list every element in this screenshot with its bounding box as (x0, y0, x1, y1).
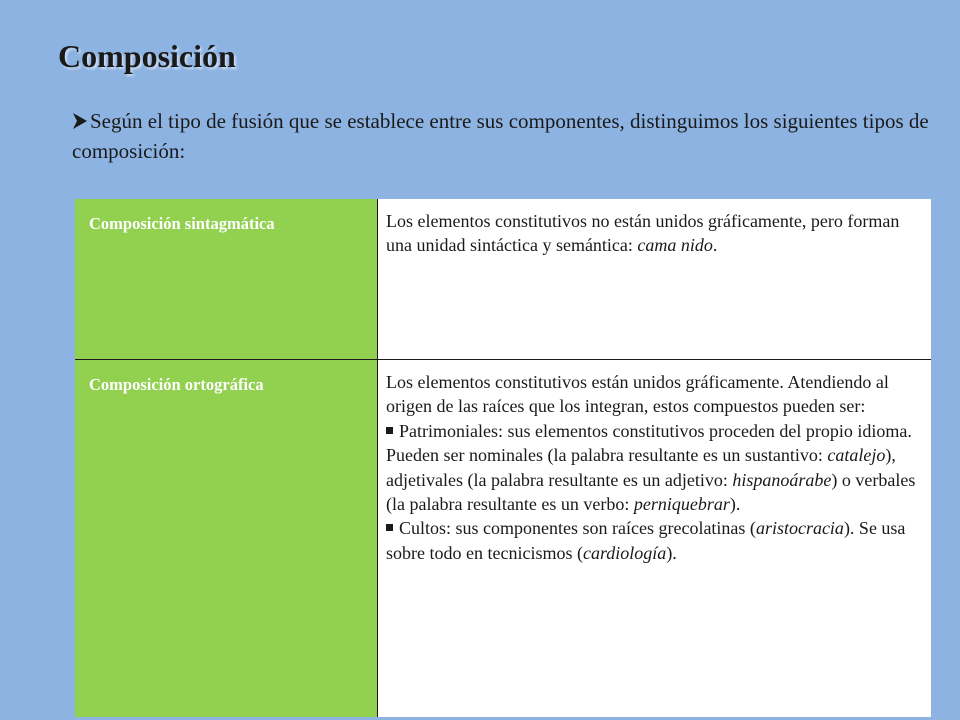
description-part: ). (666, 542, 677, 563)
square-bullet-icon (386, 427, 393, 434)
composition-table (75, 199, 931, 717)
table-row (75, 199, 931, 360)
description-part: ). Se usa sobre todo en tecnicismos ( (386, 518, 906, 563)
description-part: . (712, 235, 718, 256)
description-text (378, 360, 931, 565)
type-cell (75, 360, 378, 718)
example-word: hispanoárabe (732, 469, 832, 490)
description-text (378, 199, 931, 258)
type-label: Composición ortográfica (89, 375, 264, 394)
type-label: Composición sintagmática (89, 214, 275, 233)
intro-paragraph (72, 106, 952, 166)
type-cell (75, 199, 378, 360)
description-cell (378, 199, 932, 360)
description-intro: Los elementos constitutivos están unidos gráficamente. Atendiendo al origen de las raíces que los integran, estos compuestos pueden ser: (386, 372, 889, 417)
description-part: ), adjetivales (la palabra resultante es un adjetivo: (386, 445, 896, 490)
example-word: aristocracia (755, 518, 844, 539)
description-part: Patrimoniales: sus elementos constitutivos proceden del propio idioma. Pueden ser nominales (la palabra resultante es un sustantivo: (386, 420, 912, 466)
arrow-right-icon (72, 112, 88, 130)
description-part: Cultos: sus componentes son raíces grecolatinas ( (399, 518, 756, 539)
example-word: cama nido (637, 235, 713, 256)
description-cell (378, 360, 932, 718)
description-part: Los elementos constitutivos no están unidos gráficamente, pero forman una unidad sintáctica y semántica: (386, 211, 900, 256)
list-item (386, 419, 923, 517)
example-word: catalejo (827, 445, 886, 466)
description-part: ) o verbales (la palabra resultante es un verbo: (386, 469, 916, 515)
list-item (386, 516, 923, 565)
example-word: perniquebrar (633, 494, 730, 515)
square-bullet-icon (386, 524, 393, 531)
description-part: ). (729, 494, 741, 515)
table-row (75, 360, 931, 718)
intro-text: Según el tipo de fusión que se establece entre sus componentes, distinguimos los siguientes tipos de composición: (72, 109, 929, 163)
example-word: cardiología (582, 542, 667, 563)
slide-title: Composición (58, 38, 236, 74)
